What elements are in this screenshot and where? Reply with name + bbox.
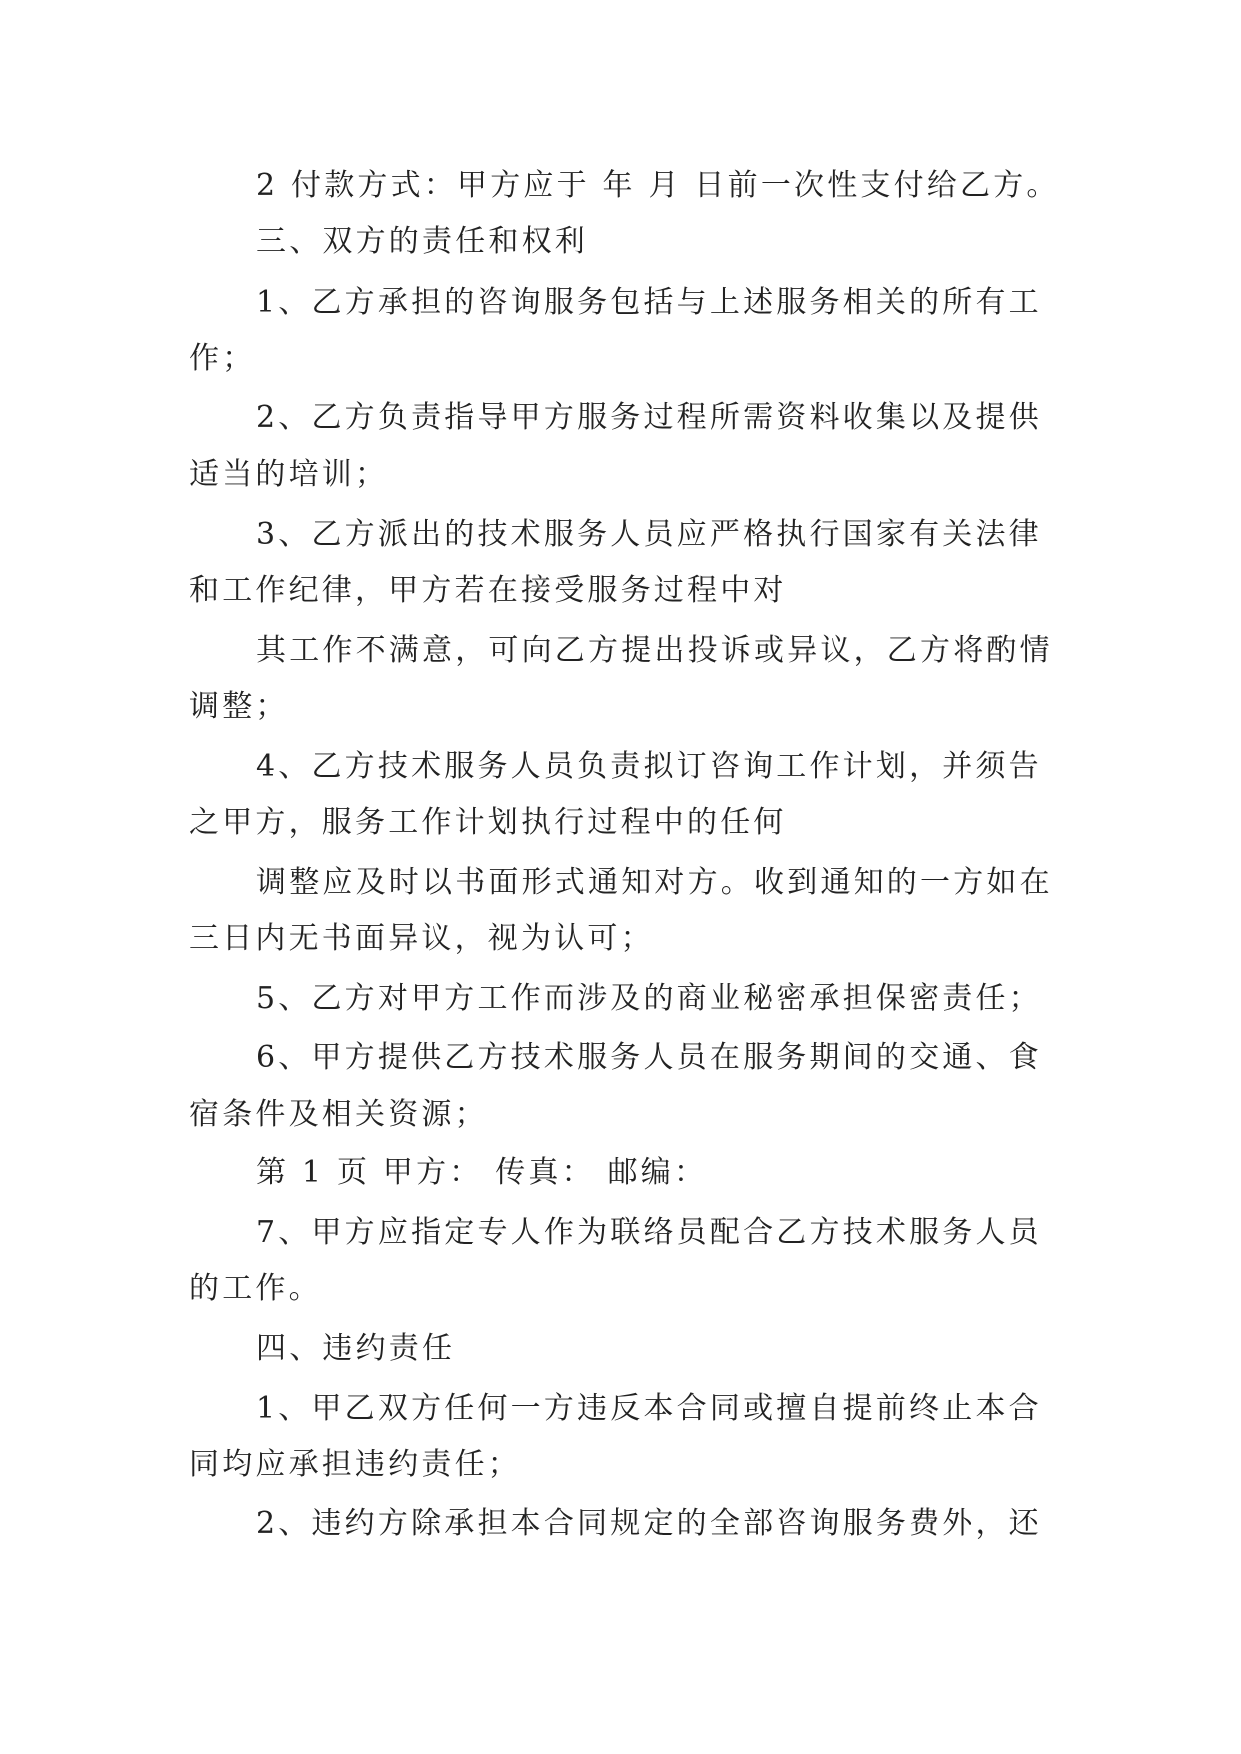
clause-3-7-line-1: 7、甲方应指定专人作为联络员配合乙方技术服务人员	[256, 1215, 1042, 1250]
clause-3-7-line-2: 的工作。	[189, 1271, 322, 1306]
clause-3-4-line-1: 4、乙方技术服务人员负责拟订咨询工作计划，并须告	[256, 749, 1042, 784]
clause-3-3-line-2: 和工作纪律，甲方若在接受服务过程中对	[189, 573, 787, 608]
section-four-heading: 四、违约责任	[256, 1331, 456, 1366]
clause-3-3-line-1: 3、乙方派出的技术服务人员应严格执行国家有关法律	[256, 517, 1042, 552]
clause-3-6-line-1: 6、甲方提供乙方技术服务人员在服务期间的交通、食	[256, 1040, 1042, 1075]
clause-3-6-line-2: 宿条件及相关资源；	[189, 1097, 488, 1132]
clause-4-2-line-1: 2、违约方除承担本合同规定的全部咨询服务费外，还	[256, 1506, 1042, 1541]
clause-4-1-line-2: 同均应承担违约责任；	[189, 1447, 521, 1482]
clause-3-4-line-2: 之甲方，服务工作计划执行过程中的任何	[189, 805, 787, 840]
clause-3-2-line-1: 2、乙方负责指导甲方服务过程所需资料收集以及提供	[256, 400, 1042, 435]
clause-3-3-line-3: 其工作不满意，可向乙方提出投诉或异议，乙方将酌情	[256, 633, 1053, 668]
clause-3-1-line-1: 1、乙方承担的咨询服务包括与上述服务相关的所有工	[256, 285, 1042, 320]
clause-3-4-line-4: 三日内无书面异议，视为认可；	[189, 921, 654, 956]
section-three-heading: 三、双方的责任和权利	[256, 224, 588, 259]
clause-3-1-line-2: 作；	[189, 341, 256, 376]
clause-3-4-line-3: 调整应及时以书面形式通知对方。收到通知的一方如在	[256, 865, 1053, 900]
page-footer-line: 第 1 页 甲方： 传真： 邮编：	[256, 1155, 708, 1190]
clause-3-2-line-2: 适当的培训；	[189, 457, 389, 492]
clause-3-3-line-4: 调整；	[189, 689, 289, 724]
clause-4-1-line-1: 1、甲乙双方任何一方违反本合同或擅自提前终止本合	[256, 1391, 1042, 1426]
payment-method-line: 2 付款方式：甲方应于 年 月 日前一次性支付给乙方。	[256, 168, 1060, 203]
clause-3-5-line: 5、乙方对甲方工作而涉及的商业秘密承担保密责任；	[256, 981, 1042, 1016]
